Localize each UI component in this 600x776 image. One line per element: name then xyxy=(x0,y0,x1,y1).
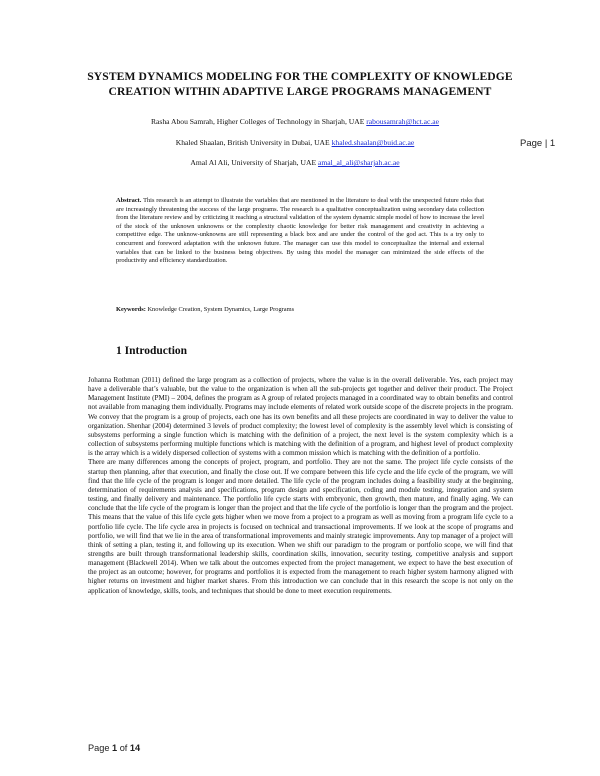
author-3-affiliation: Amal Al Ali, University of Sharjah, UAE xyxy=(190,158,317,167)
footer-current-page: 1 xyxy=(112,743,118,753)
keywords xyxy=(116,306,484,313)
author-1 xyxy=(60,117,530,127)
abstract-label: Abstract. xyxy=(116,197,142,204)
body-text xyxy=(88,376,513,596)
author-2 xyxy=(60,138,530,148)
author-2-affiliation: Khaled Shaalan, British University in Dubai, UAE xyxy=(175,138,330,147)
author-1-affiliation: Rasha Abou Samrah, Higher Colleges of Technology in Sharjah, UAE xyxy=(150,117,365,126)
side-page-number: Page | 1 xyxy=(520,138,556,149)
author-3 xyxy=(60,158,530,168)
author-2-email[interactable]: khaled.shaalan@buid.ac.ae xyxy=(331,138,415,147)
keywords-text: Knowledge Creation, System Dynamics, Large Programs xyxy=(147,306,295,313)
paper-title: SYSTEM DYNAMICS MODELING FOR THE COMPLEXITY OF KNOWLEDGE CREATION WITHIN ADAPTIVE LARGE PROGRAMS MANAGEMENT xyxy=(87,70,513,98)
page-footer xyxy=(88,743,140,753)
author-1-email[interactable]: rabousamrah@hct.ac.ae xyxy=(366,117,440,126)
footer-middle: of xyxy=(117,743,130,753)
abstract-text: This research is an attempt to illustrate the variables that are mentioned in the literature to deal with the unexpected future risks that are increasingly threatening the success of the large programs. The research is a qualitative conceptualization using secondary data collection from the literature review and by criticizing it reaching a structural validation of the system dynamic simple model of how to increase the level of the stock of the unknown unknowns or the complexity chaotic knowledge for better risk management and creativity in achieving a competitive edge. The unknow-unknowns are still representing a black box and are under the control of the god act. This is a try only to concurrent and foreword adaptation with the unknown future. The manager can use this model to conceptualize the internal and external variables that can be linked to the business being objectives. By using this model the manager can minimized the side effects of the productivity and efficiency standardization. xyxy=(116,197,484,265)
abstract xyxy=(116,197,484,266)
author-3-email[interactable]: amal_al_ali@sharjah.ac.ae xyxy=(318,158,400,167)
footer-prefix: Page xyxy=(88,743,113,753)
paragraph: Johanna Rothman (2011) defined the large program as a collection of projects, where the value is in the overall deliverable. Yes, each project may have a deliverable that’s valuable, but the value to the organization is when all the sub-projects get together and deliver their product. The Project Management Institute (PMI) – 2004, defines the program as A group of related projects managed in a coordinated way to obtain benefits and control not available from managing them individually. Programs may include elements of related work outside scope of the discrete projects in the program. We convey that the program is a group of projects, each one has its own benefits and all these projects are coordinated in way to deliver the value to organization. Shenhar (2004) determined 3 levels of product complexity; the lowest level of complexity is the assembly level which is consisting of subsystems performing a single function which is matching with the definition of a project, the next level is the system complexity which is a collection of subsystems performing multiple functions which is matching with the definition of a program, and highest level of product complexity is the array which is a widely dispersed collection of systems with a common mission which is matching with the definition of a portfolio. xyxy=(88,376,513,458)
paragraph: There are many differences among the concepts of project, program, and portfolio. They are not the same. The project life cycle consists of the startup then planning, after that execution, and finally the close out. If we compare between this life cycle and the life cycle of the program, we will find that the life cycle of the program is longer and more detailed. The life cycle of the program includes doing a feasibility study at the beginning, determination of requirements analysis and specifications, program design and specification, coding and module testing, integration and system testing, and finally delivery and maintenance. The portfolio life cycle starts with embryonic, then growth, then mature, and finally aging. We can conclude that the life cycle of the program is longer than the project and that the life cycle of the portfolio is longer than the program and the project. This means that the value of this life cycle gets higher when we move from a project to a program as well as moving from a program life cycle to a portfolio life cycle. The life cycle area in projects is focused on technical and transactional improvements. If we look at the scope of programs and portfolio, we will find that we lie in the area of transformational improvements and mainly strategic improvements. Any top manager of a project will think of setting a plan, testing it, and following up its execution. When we shift our paradigm to the program or portfolio scope, we will find that strengths are built through transformational leadership skills, coordination skills, innovation, security testing, competitive analysis and support management (Blackwell 2014). When we talk about the outcomes expected from the project management, we expect to have the best execution of the project as an outcome; however, for programs and portfolios it is expected from the management to reach higher system harmony aligned with higher returns on investment and higher market shares. From this introduction we can conclude that in this research the scope is not only on the application of knowledge, skills, tools, and techniques that should be done to meet execution requirements. xyxy=(88,458,513,595)
section-heading: 1 Introduction xyxy=(116,345,188,357)
keywords-label: Keywords: xyxy=(116,306,146,313)
footer-total-pages: 14 xyxy=(129,743,141,753)
